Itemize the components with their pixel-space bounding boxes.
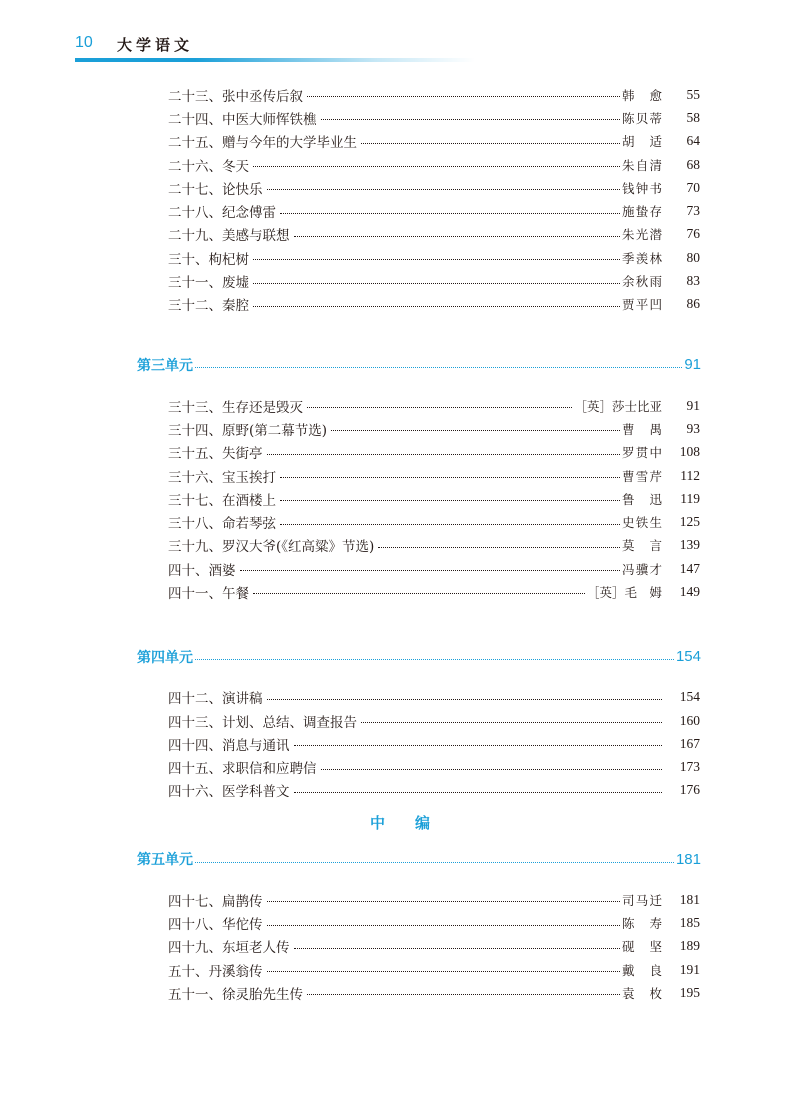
dot-leader xyxy=(267,454,621,455)
entry-page-number: 195 xyxy=(679,984,700,1000)
unit-heading[interactable] xyxy=(137,352,701,378)
entry-page-number: 147 xyxy=(679,560,700,576)
entry-title: 三十五、失街亭 xyxy=(168,446,263,463)
toc-entry[interactable] xyxy=(168,779,700,802)
dot-leader xyxy=(378,547,620,548)
toc-entry[interactable] xyxy=(168,176,700,199)
dot-leader xyxy=(280,500,620,501)
page-header xyxy=(0,0,800,70)
toc-entry[interactable] xyxy=(168,394,700,417)
dot-leader xyxy=(280,213,620,214)
entry-page-number: 64 xyxy=(686,133,700,149)
dot-leader xyxy=(321,769,663,770)
entry-title: 四十五、求职信和应聘信 xyxy=(168,761,317,778)
entry-author: 贾平凹 xyxy=(622,297,662,313)
entry-author: 钱钟书 xyxy=(622,180,662,196)
entry-page-number: 191 xyxy=(679,961,700,977)
toc-section xyxy=(0,644,800,802)
dot-leader xyxy=(331,430,620,431)
dot-leader xyxy=(253,166,620,167)
entry-list xyxy=(0,888,800,1004)
entry-title: 二十六、冬天 xyxy=(168,158,249,175)
entry-author: 莫 言 xyxy=(622,538,662,554)
entry-author: 朱自清 xyxy=(622,157,662,173)
entry-page-number: 83 xyxy=(686,273,700,289)
dot-leader xyxy=(294,792,663,793)
entry-author: 胡 适 xyxy=(622,134,662,150)
entry-title: 四十四、消息与通讯 xyxy=(168,737,290,754)
unit-heading[interactable] xyxy=(137,846,701,872)
toc-entry[interactable] xyxy=(168,534,700,557)
entry-title: 四十九、东垣老人传 xyxy=(168,940,290,957)
entry-title: 三十、枸杞树 xyxy=(168,251,249,268)
dot-leader xyxy=(195,659,674,660)
toc-entry[interactable] xyxy=(168,935,700,958)
toc-entry[interactable] xyxy=(168,223,700,246)
toc-entry[interactable] xyxy=(168,732,700,755)
entry-author: 司马迁 xyxy=(622,892,662,908)
entry-author: 朱光潜 xyxy=(622,227,662,243)
toc-section xyxy=(0,812,800,1004)
dot-leader xyxy=(195,367,682,368)
toc-entry[interactable] xyxy=(168,83,700,106)
dot-leader xyxy=(195,862,674,863)
entry-author: 罗贯中 xyxy=(622,445,662,461)
toc-entry[interactable] xyxy=(168,441,700,464)
entry-author: 季羡林 xyxy=(622,250,662,266)
entry-page-number: 167 xyxy=(679,735,700,751)
dot-leader xyxy=(267,189,621,190)
entry-page-number: 176 xyxy=(679,782,700,798)
entry-title: 二十三、张中丞传后叙 xyxy=(168,88,303,105)
header-rule xyxy=(75,58,475,62)
entry-page-number: 185 xyxy=(679,915,700,931)
entry-author: 冯骥才 xyxy=(622,561,662,577)
toc-entry[interactable] xyxy=(168,756,700,779)
dot-leader xyxy=(361,143,620,144)
entry-page-number: 125 xyxy=(679,514,700,530)
toc-entry[interactable] xyxy=(168,293,700,316)
entry-author: 戴 良 xyxy=(622,962,662,978)
entry-title: 二十七、论快乐 xyxy=(168,181,263,198)
entry-title: 三十二、秦腔 xyxy=(168,298,249,315)
entry-title: 三十三、生存还是毁灭 xyxy=(168,399,303,416)
unit-title: 第四单元 xyxy=(137,649,193,666)
dot-leader xyxy=(253,259,620,260)
entry-title: 四十六、医学科普文 xyxy=(168,784,290,801)
toc-entry[interactable] xyxy=(168,888,700,911)
dot-leader xyxy=(294,948,621,949)
entry-title: 四十三、计划、总结、调查报告 xyxy=(168,714,357,731)
dot-leader xyxy=(253,306,620,307)
entry-page-number: 112 xyxy=(680,467,700,483)
entry-page-number: 93 xyxy=(686,420,700,436)
entry-title: 四十二、演讲稿 xyxy=(168,691,263,708)
entry-title: 二十八、纪念傅雷 xyxy=(168,205,276,222)
entry-page-number: 181 xyxy=(679,891,700,907)
entry-title: 三十七、在酒楼上 xyxy=(168,492,276,509)
entry-page-number: 189 xyxy=(679,938,700,954)
part-heading: 中编 xyxy=(369,814,460,833)
book-title: 大学语文 xyxy=(117,36,194,54)
entry-title: 三十九、罗汉大爷(《红高粱》节选) xyxy=(168,539,375,556)
entry-title: 四十、酒婆 xyxy=(168,562,236,579)
entry-author: ［英］莎士比亚 xyxy=(574,398,662,414)
entry-title: 五十、丹溪翁传 xyxy=(168,963,263,980)
unit-page-number: 181 xyxy=(675,850,701,868)
entry-author: 鲁 迅 xyxy=(622,491,662,507)
dot-leader xyxy=(307,96,620,97)
dot-leader xyxy=(253,283,620,284)
toc-entry[interactable] xyxy=(168,269,700,292)
entry-author: 砚 坚 xyxy=(622,939,662,955)
dot-leader xyxy=(321,119,621,120)
dot-leader xyxy=(267,699,663,700)
entry-author: 陈贝蒂 xyxy=(622,110,662,126)
entry-title: 五十一、徐灵胎先生传 xyxy=(168,986,303,1003)
entry-list xyxy=(0,394,800,604)
entry-author: 余秋雨 xyxy=(622,274,662,290)
toc-entry[interactable] xyxy=(168,417,700,440)
entry-title: 四十一、午餐 xyxy=(168,585,249,602)
entry-page-number: 80 xyxy=(686,249,700,265)
dot-leader xyxy=(240,570,621,571)
entry-page-number: 68 xyxy=(686,156,700,172)
table-of-contents xyxy=(0,83,800,1005)
entry-title: 三十六、宝玉挨打 xyxy=(168,469,276,486)
unit-title: 第五单元 xyxy=(137,852,193,869)
unit-page-number: 91 xyxy=(684,356,701,374)
entry-list xyxy=(0,83,800,316)
toc-entry[interactable] xyxy=(168,464,700,487)
unit-title: 第三单元 xyxy=(137,357,193,374)
entry-page-number: 160 xyxy=(679,712,700,728)
toc-entry[interactable] xyxy=(168,580,700,603)
toc-entry[interactable] xyxy=(168,130,700,153)
toc-entry[interactable] xyxy=(168,709,700,732)
entry-page-number: 108 xyxy=(679,444,700,460)
entry-title: 三十四、原野(第二幕节选) xyxy=(168,422,328,439)
entry-title: 二十四、中医大师恽铁樵 xyxy=(168,111,317,128)
entry-author: 袁 枚 xyxy=(622,985,662,1001)
entry-page-number: 139 xyxy=(679,537,700,553)
entry-author: 韩 愈 xyxy=(622,87,662,103)
entry-title: 四十七、扁鹊传 xyxy=(168,893,263,910)
entry-author: 曹雪芹 xyxy=(622,468,662,484)
entry-page-number: 119 xyxy=(680,490,700,506)
entry-page-number: 55 xyxy=(686,86,700,102)
toc-entry[interactable] xyxy=(168,557,700,580)
entry-author: 陈 寿 xyxy=(622,916,662,932)
toc-section xyxy=(0,83,800,316)
dot-leader xyxy=(280,477,620,478)
toc-entry[interactable] xyxy=(168,487,700,510)
toc-entry[interactable] xyxy=(168,199,700,222)
dot-leader xyxy=(361,722,662,723)
entry-author: 施蛰存 xyxy=(622,204,662,220)
dot-leader xyxy=(294,745,663,746)
toc-entry[interactable] xyxy=(168,510,700,533)
entry-page-number: 149 xyxy=(679,583,700,599)
dot-leader xyxy=(280,524,620,525)
page-number: 10 xyxy=(75,34,93,51)
entry-title: 三十八、命若琴弦 xyxy=(168,516,276,533)
toc-section xyxy=(0,352,800,604)
dot-leader xyxy=(267,925,621,926)
entry-author: 史铁生 xyxy=(622,515,662,531)
entry-author: 曹 禺 xyxy=(622,421,662,437)
toc-entry[interactable] xyxy=(168,958,700,981)
dot-leader xyxy=(253,593,585,594)
entry-author: ［英］毛 姆 xyxy=(586,584,662,600)
entry-page-number: 91 xyxy=(686,397,700,413)
toc-entry[interactable] xyxy=(168,686,700,709)
entry-page-number: 76 xyxy=(686,226,700,242)
toc-entry[interactable] xyxy=(168,153,700,176)
entry-page-number: 58 xyxy=(686,109,700,125)
entry-title: 二十五、赠与今年的大学毕业生 xyxy=(168,135,357,152)
toc-entry[interactable] xyxy=(168,106,700,129)
entry-page-number: 73 xyxy=(686,203,700,219)
toc-entry[interactable] xyxy=(168,981,700,1004)
dot-leader xyxy=(267,901,621,902)
entry-page-number: 86 xyxy=(686,296,700,312)
dot-leader xyxy=(267,971,621,972)
toc-entry[interactable] xyxy=(168,911,700,934)
entry-list xyxy=(0,686,800,802)
entry-page-number: 154 xyxy=(679,689,700,705)
unit-page-number: 154 xyxy=(675,648,701,666)
unit-heading[interactable] xyxy=(137,644,701,670)
entry-title: 四十八、华佗传 xyxy=(168,917,263,934)
toc-entry[interactable] xyxy=(168,246,700,269)
dot-leader xyxy=(294,236,621,237)
dot-leader xyxy=(307,407,572,408)
entry-page-number: 173 xyxy=(679,759,700,775)
entry-page-number: 70 xyxy=(686,179,700,195)
dot-leader xyxy=(307,994,620,995)
entry-title: 三十一、废墟 xyxy=(168,275,249,292)
entry-title: 二十九、美感与联想 xyxy=(168,228,290,245)
